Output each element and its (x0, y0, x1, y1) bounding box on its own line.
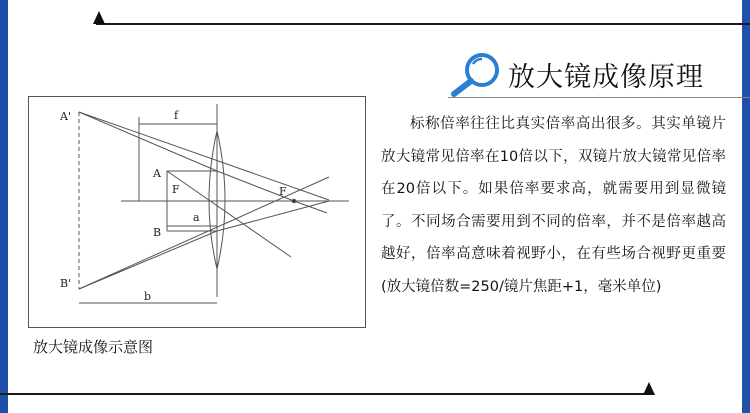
magnifier-icon (448, 50, 504, 98)
label-a-dim: a (193, 211, 200, 224)
label-f-dim: f (174, 109, 179, 122)
label-f-focus: F (279, 185, 287, 198)
title-row (448, 50, 704, 98)
ray-a-prime-lens (79, 112, 217, 171)
page-title: 放大镜成像原理 (508, 61, 704, 93)
left-frame-bar (0, 0, 8, 413)
label-b: B (153, 226, 162, 239)
ray-bottom-focus (217, 201, 329, 231)
top-rule (96, 23, 750, 25)
focus-point (292, 199, 296, 203)
diagram-caption: 放大镜成像示意图 (33, 338, 154, 356)
ray-b-prime (79, 177, 329, 289)
label-a: A (153, 167, 161, 180)
label-f-object: F (172, 183, 180, 196)
title-underline (448, 97, 750, 98)
label-b-dim: b (144, 290, 152, 303)
body-paragraph: 标称倍率往往比真实倍率高出很多。其实单镜片放大镜常见倍率在10倍以下，双镜片放大镜常见倍率在20倍以下。如果倍率要求高，就需要用到显微镜了。不同场合需要用到不同的倍率，并不是倍率越高越好，倍率高意味着视野小，在有些场合视野更重要(放大镜倍数=250/镜片焦距+1，毫米单位) (381, 116, 726, 295)
triangle-marker-icon (93, 11, 105, 24)
label-a-prime: A' (60, 110, 71, 123)
ray-a-prime (79, 112, 329, 200)
bottom-rule (0, 393, 650, 395)
triangle-marker-icon (643, 382, 655, 395)
right-frame-bar (742, 0, 750, 413)
optics-diagram-svg (29, 97, 367, 329)
magnifier-diagram (28, 96, 366, 328)
label-b-prime: B' (60, 277, 72, 290)
ray-b-prime-lens (79, 231, 217, 289)
